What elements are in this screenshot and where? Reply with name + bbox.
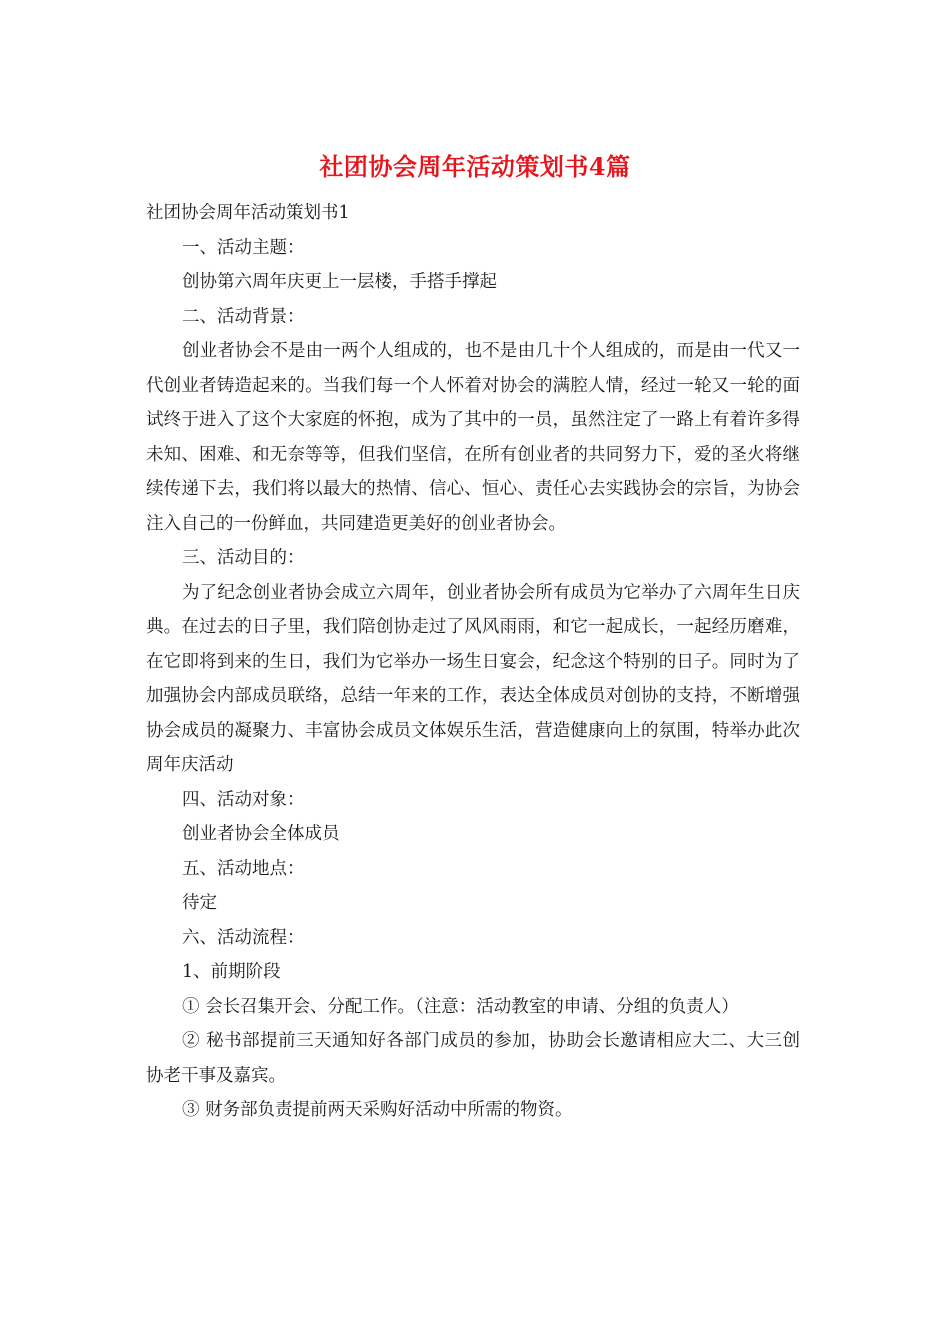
section-heading-location: 五、活动地点： [182, 858, 305, 879]
section-heading-background: 二、活动背景： [182, 306, 305, 327]
section-heading-purpose: 三、活动目的： [182, 548, 305, 568]
list-item-step-2: ② 秘书部提前三天通知好各部门成员的参加，协助会长邀请相应大二、大三创协老干事及嘉宾。 [146, 1031, 800, 1086]
document-subtitle: 社团协会周年活动策划书1 [146, 203, 350, 223]
subheading-early-stage: 1、前期阶段 [182, 962, 281, 982]
paragraph-purpose: 为了纪念创业者协会成立六周年，创业者协会所有成员为它举办了六周年生日庆典。在过去的日子里，我们陪创协走过了风风雨雨，和它一起成长，一起经历磨难，在它即将到来的生日，我们为它举办一场生日宴会，纪念这个特别的日子。同时为了加强协会内部成员联络，总结一年来的工作，表达全体成员对创协的支持，不断增强协会成员的凝聚力、丰富协会成员文体娱乐生活，营造健康向上的氛围，特举办此次周年庆活动 [146, 582, 800, 775]
paragraph-background: 创业者协会不是由一两个人组成的，也不是由几十个人组成的，而是由一代又一代创业者铸造起来的。当我们每一个人怀着对协会的满腔人情，经过一轮又一轮的面试终于进入了这个大家庭的怀抱，成为了其中的一员，虽然注定了一路上有着许多得未知、困难、和无奈等等，但我们坚信，在所有创业者的共同努力下，爱的圣火将继续传递下去，我们将以最大的热情、信心、恒心、责任心去实践协会的宗旨，为协会注入自己的一份鲜血，共同建造更美好的创业者协会。 [146, 341, 800, 534]
section-heading-process: 六、活动流程： [182, 927, 305, 948]
section-heading-theme: 一、活动主题： [182, 237, 305, 258]
document-body [146, 196, 800, 1128]
document-title: 社团协会周年活动策划书4篇 [319, 152, 631, 181]
section-heading-audience: 四、活动对象： [182, 789, 305, 810]
list-item-step-3: ③ 财务部负责提前两天采购好活动中所需的物资。 [182, 1100, 573, 1120]
paragraph-theme: 创协第六周年庆更上一层楼，手搭手撑起 [182, 272, 497, 292]
paragraph-audience: 创业者协会全体成员 [182, 824, 340, 844]
list-item-step-1: ① 会长召集开会、分配工作。（注意：活动教室的申请、分组的负责人） [182, 996, 739, 1017]
paragraph-location: 待定 [182, 893, 217, 913]
